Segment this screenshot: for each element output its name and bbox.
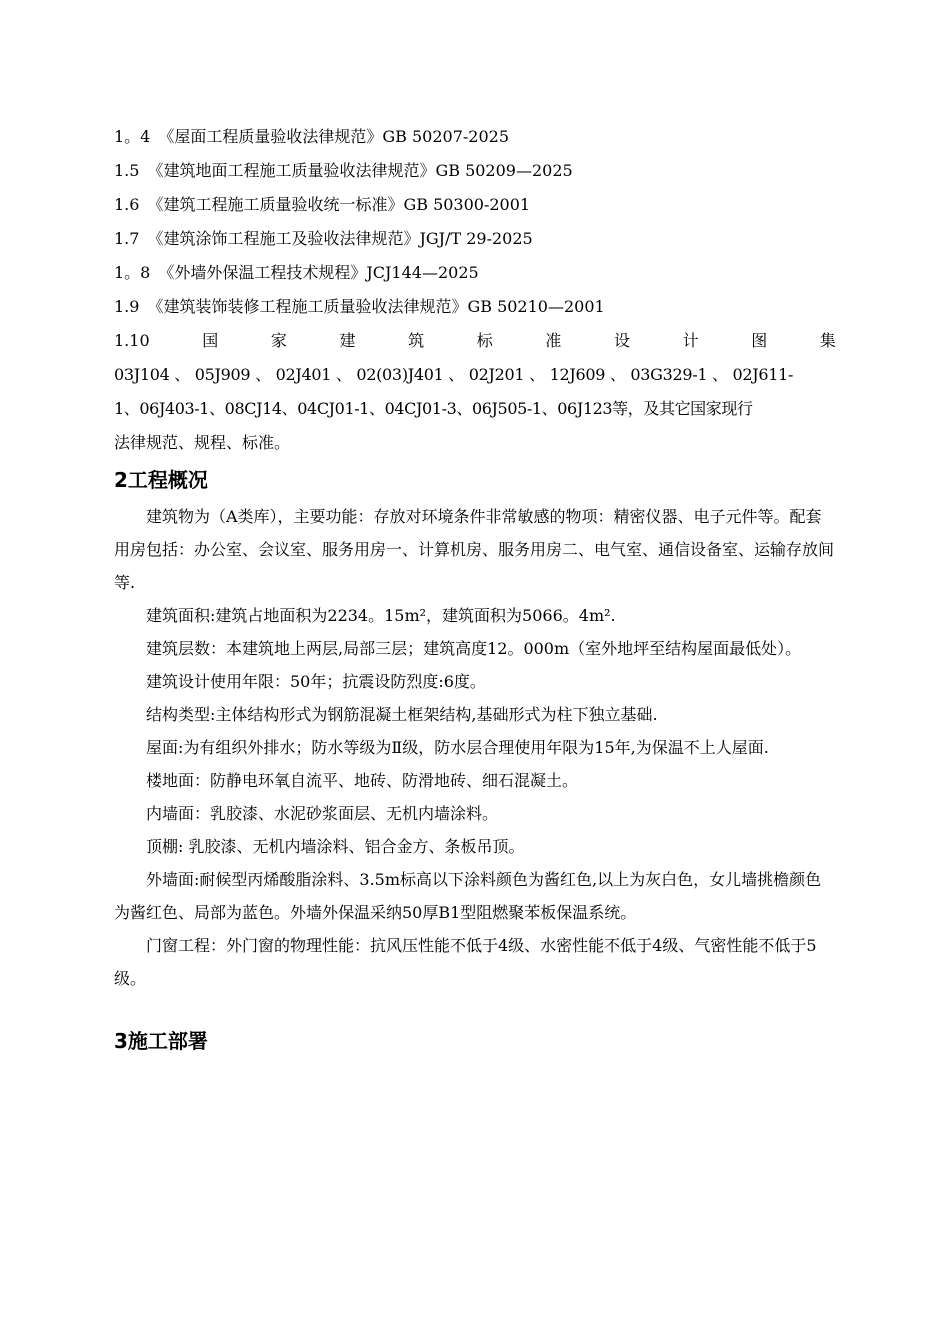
paragraph: 外墙面:耐候型丙烯酸脂涂料、3.5m标高以下涂料颜色为酱红色,以上为灰白色，女儿墙挑檐颜色为酱红色、局部为蓝色。外墙外保温采纳50厚B1型阻燃聚苯板保温系统。 [114, 870, 822, 922]
spacer [114, 995, 836, 1021]
reference-item: 1。4 《屋面工程质量验收法律规范》GB 50207-2025 [114, 127, 510, 146]
reference-item: 1.9 《建筑装饰装修工程施工质量验收法律规范》GB 50210—2001 [114, 297, 605, 316]
word: 集 [819, 331, 836, 350]
paragraph: 建筑层数：本建筑地上两层,局部三层；建筑高度12。000m（室外地坪至结构屋面最低处）。 [146, 639, 802, 658]
reference-codes-line: 03J104 、 05J909 、 02J401 、 02(03)J401 、 02J201 、 12J609 、 03G329-1 、 02J611- [114, 365, 794, 384]
word: 标 [476, 331, 493, 350]
word: 国 [202, 331, 219, 350]
reference-item: 1.7 《建筑涂饰工程施工及验收法律规范》JGJ/T 29-2025 [114, 229, 533, 248]
reference-codes-line: 1、06J403-1、08CJ14、04CJ01-1、04CJ01-3、06J505-1、06J123等，及其它国家现行 [114, 399, 753, 418]
paragraph: 建筑面积:建筑占地面积为2234。15m²，建筑面积为5066。4m². [146, 606, 616, 625]
paragraph: 门窗工程：外门窗的物理性能：抗风压性能不低于4级、水密性能不低于4级、气密性能不低于5级。 [114, 936, 817, 988]
paragraph: 屋面:为有组织外排水；防水等级为Ⅱ级，防水层合理使用年限为15年,为保温不上人屋面. [146, 738, 769, 757]
paragraph: 楼地面：防静电环氧自流平、地砖、防滑地砖、细石混凝土。 [146, 771, 579, 790]
word: 准 [545, 331, 562, 350]
word: 家 [270, 331, 287, 350]
paragraph: 建筑物为（A类库），主要功能：存放对环境条件非常敏感的物项：精密仪器、电子元件等。配套用房包括：办公室、会议室、服务用房一、计算机房、服务用房二、电气室、通信设备室、运输存放间等. [114, 507, 835, 592]
word: 1.10 [114, 331, 150, 350]
reference-item: 1.5 《建筑地面工程施工质量验收法律规范》GB 50209—2025 [114, 161, 573, 180]
word: 建 [339, 331, 356, 350]
paragraph: 结构类型:主体结构形式为钢筋混凝土框架结构,基础形式为柱下独立基础. [146, 705, 658, 724]
section-heading: 2工程概况 [114, 468, 208, 492]
reference-item-1-10 [114, 324, 836, 358]
section-heading: 3施工部署 [114, 1029, 208, 1053]
reference-item: 1.6 《建筑工程施工质量验收统一标准》GB 50300-2001 [114, 195, 531, 214]
paragraph: 建筑设计使用年限：50年；抗震设防烈度:6度。 [146, 672, 486, 691]
paragraph: 顶棚: 乳胶漆、无机内墙涂料、铝合金方、条板吊顶。 [146, 837, 525, 856]
word: 计 [682, 331, 699, 350]
document-body [114, 120, 836, 1061]
word: 图 [751, 331, 768, 350]
reference-item: 1。8 《外墙外保温工程技术规程》JCJ144—2025 [114, 263, 479, 282]
paragraph: 内墙面：乳胶漆、水泥砂浆面层、无机内墙涂料。 [146, 804, 499, 823]
word: 筑 [408, 331, 425, 350]
reference-codes-line: 法律规范、规程、标准。 [114, 433, 291, 452]
word: 设 [613, 331, 630, 350]
